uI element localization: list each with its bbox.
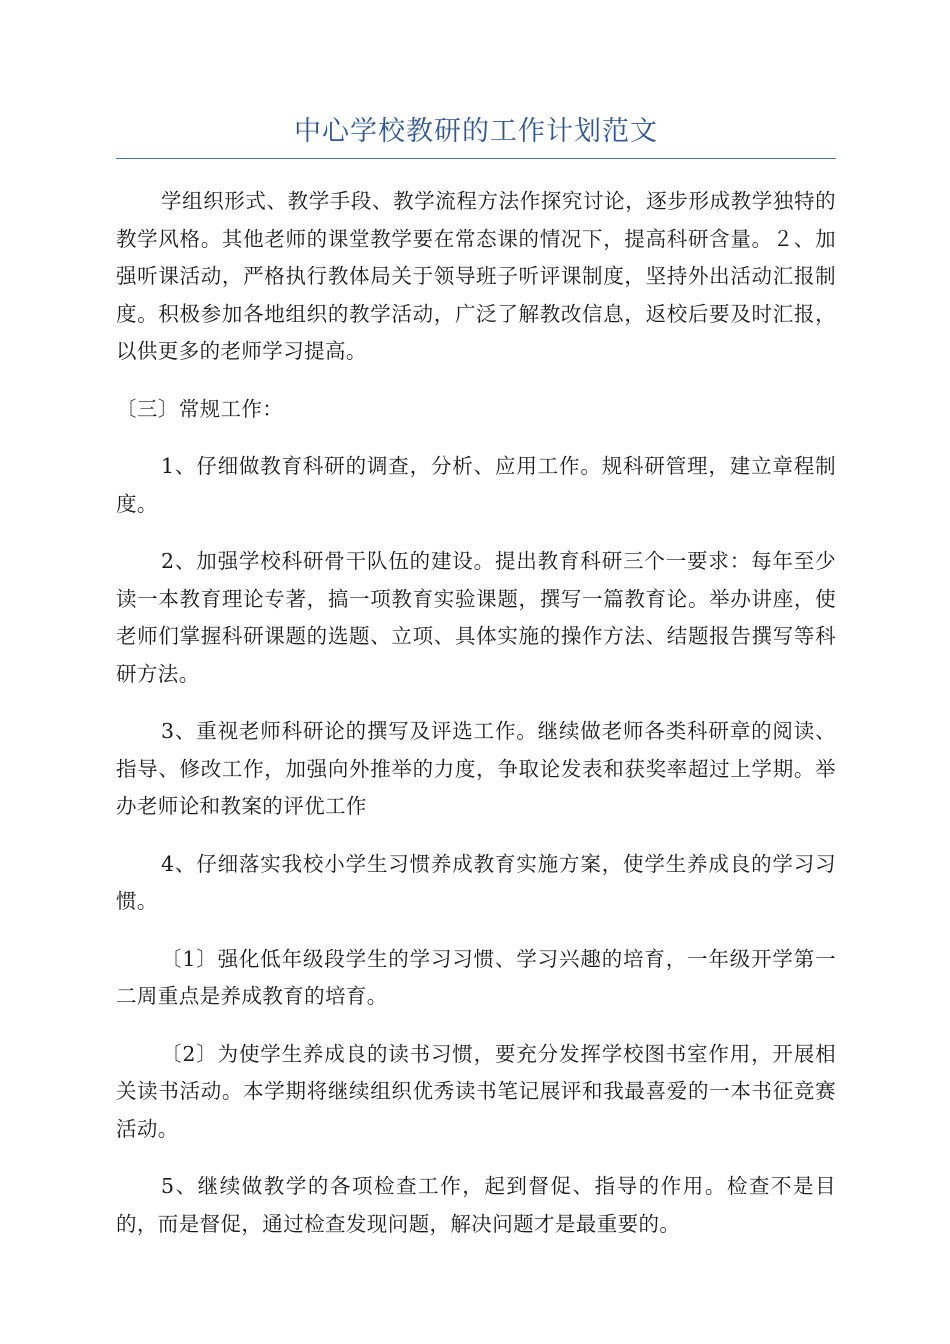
- sub-list-item: 〔2〕为使学生养成良的读书习惯，要充分发挥学校图书室作用，开展相关读书活动。本学期将继续组织优秀读书笔记展评和我最喜爱的一本书征竞赛活动。: [116, 1041, 836, 1141]
- section-heading: 〔三〕常规工作：: [116, 396, 284, 421]
- sub-list-item: 〔1〕强化低年级段学生的学习习惯、学习兴趣的培育，一年级开学第一二周重点是养成教育的培育。: [116, 946, 836, 1008]
- document-body: [116, 183, 836, 1243]
- body-paragraph: 学组织形式、教学手段、教学流程方法作探究讨论，逐步形成教学独特的教学风格。其他老师的课堂教学要在常态课的情况下，提高科研含量。２、加强听课活动，严格执行教体局关于领导班子听评课制度，坚持外出活动汇报制度。积极参加各地组织的教学活动，广泛了解教改信息，返校后要及时汇报，以供更多的老师学习提高。: [116, 189, 836, 363]
- document-title: 中心学校教研的工作计划范文: [116, 112, 836, 159]
- list-item: 4、仔细落实我校小学生习惯养成教育实施方案，使学生养成良的学习习惯。: [116, 851, 836, 913]
- list-item: 3、重视老师科研论的撰写及评选工作。继续做老师各类科研章的阅读、指导、修改工作，加强向外推举的力度，争取论发表和获奖率超过上学期。举办老师论和教案的评优工作: [116, 719, 836, 818]
- list-item: 2、加强学校科研骨干队伍的建设。提出教育科研三个一要求：每年至少读一本教育理论专著，搞一项教育实验课题，撰写一篇教育论。举办讲座，使老师们掌握科研课题的选题、立项、具体实施的操作方法、结题报告撰写等科研方法。: [116, 549, 836, 686]
- list-item: 1、仔细做教育科研的调查，分析、应用工作。规科研管理，建立章程制度。: [116, 454, 836, 516]
- document-page: [116, 112, 836, 1263]
- list-item: 5、继续做教学的各项检查工作，起到督促、指导的作用。检查不是目的，而是督促，通过检查发现问题，解决问题才是最重要的。: [116, 1174, 836, 1236]
